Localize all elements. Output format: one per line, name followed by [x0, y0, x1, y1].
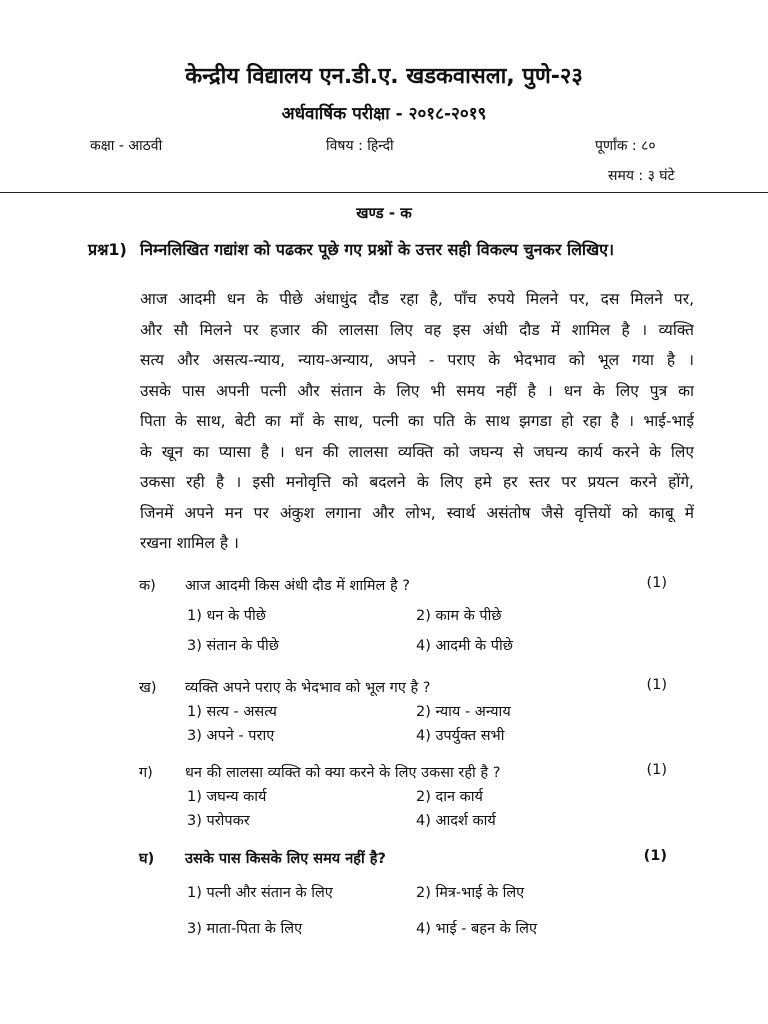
passage-line: उसके पास अपनी पत्नी और संतान के लिए भी समय नहीं है । धन के लिए पुत्र का [140, 381, 694, 400]
subquestion-label: क) [139, 578, 156, 594]
subquestion-text: धन की लालसा व्यक्ति को क्या करने के लिए उकसा रही है ? [185, 765, 501, 781]
option: 3) संतान के पीछे [187, 638, 279, 654]
max-marks-label: पूर्णांक : ८० [595, 138, 656, 154]
passage-line: सत्य और असत्य-न्याय, न्याय-अन्याय, अपने - पराए के भेदभाव को भूल गया है । [140, 351, 694, 369]
subquestion-text: उसके पास किसके लिए समय नहीं है? [185, 851, 386, 867]
marks: (1) [646, 575, 667, 591]
subquestion-text: आज आदमी किस अंधी दौड में शामिल है ? [185, 578, 410, 594]
subquestion-label: घ) [139, 851, 155, 867]
passage [140, 284, 694, 559]
subquestion-label: ग) [139, 765, 153, 781]
subquestion-kha [139, 677, 679, 749]
subquestion-gha [139, 848, 679, 942]
question-1-heading [88, 238, 670, 262]
option: 3) माता-पिता के लिए [187, 921, 303, 937]
subquestion-ga [139, 762, 679, 834]
time-label: समय : ३ घंटे [608, 168, 675, 184]
class-label: कक्षा - आठवी [90, 138, 163, 154]
option: 1) जघन्य कार्य [187, 789, 267, 805]
passage-line: के खून का प्यासा है । धन की लालसा व्यक्ति को जघन्य से जघन्य कार्य करने के लिए [140, 442, 694, 461]
school-name: केन्द्रीय विद्यालय एन.डी.ए. खडकवासला, पुणे-२३ [185, 64, 583, 89]
option: 4) आदमी के पीछे [416, 638, 513, 654]
option: 4) आदर्श कार्य [416, 813, 496, 829]
marks: (1) [643, 848, 667, 864]
option: 1) सत्य - असत्य [187, 704, 277, 720]
header-divider [0, 192, 768, 193]
passage-line: और सौ मिलने पर हजार की लालसा लिए वह इस अंधी दौड में शामिल है । व्यक्ति [140, 320, 694, 339]
question-number: प्रश्न1) [88, 240, 127, 259]
question-instruction: निम्नलिखित गद्यांश को पढकर पूछे गए प्रश्नों के उत्तर सही विकल्प चुनकर लिखिए। [140, 240, 615, 259]
passage-line: जिनमें अपने मन पर अंकुश लगाना और लोभ, स्वार्थ असंतोष जैसे वृत्तियों को काबू में [140, 503, 694, 522]
option: 4) भाई - बहन के लिए [416, 921, 537, 937]
passage-line: आज आदमी धन के पीछे अंधाधुंद दौड रहा है, पाँच रुपये मिलने पर, दस मिलने पर, [140, 290, 694, 308]
option: 1) धन के पीछे [187, 608, 266, 624]
subject-label: विषय : हिन्दी [326, 138, 394, 154]
subquestion-label: ख) [139, 680, 157, 696]
subquestion-ka [139, 575, 679, 659]
option: 2) मित्र-भाई के लिए [416, 885, 525, 901]
passage-line: पिता के साथ, बेटी का माँ के साथ, पत्नी का पति के साथ झगडा हो रहा है । भाई-भाई [140, 412, 694, 430]
passage-line: रखना शामिल है । [140, 534, 239, 552]
subquestion-text: व्यक्ति अपने पराए के भेदभाव को भूल गए है ? [185, 680, 431, 696]
option: 1) पत्नी और संतान के लिए [187, 885, 333, 901]
option: 3) परोपकर [187, 813, 250, 829]
marks: (1) [646, 762, 667, 778]
option: 2) दान कार्य [416, 789, 483, 805]
section-title: खण्ड - क [356, 204, 412, 222]
passage-line: उकसा रही है । इसी मनोवृत्ति को बदलने के लिए हमे हर स्तर पर प्रयत्न करने होंगे, [140, 473, 694, 491]
option: 2) काम के पीछे [416, 608, 502, 624]
option: 2) न्याय - अन्याय [416, 704, 511, 720]
marks: (1) [646, 677, 667, 693]
option: 4) उपर्युक्त सभी [416, 728, 505, 744]
option: 3) अपने - पराए [187, 728, 275, 744]
exam-title: अर्धवार्षिक परीक्षा - २०१८-२०१९ [281, 104, 487, 124]
